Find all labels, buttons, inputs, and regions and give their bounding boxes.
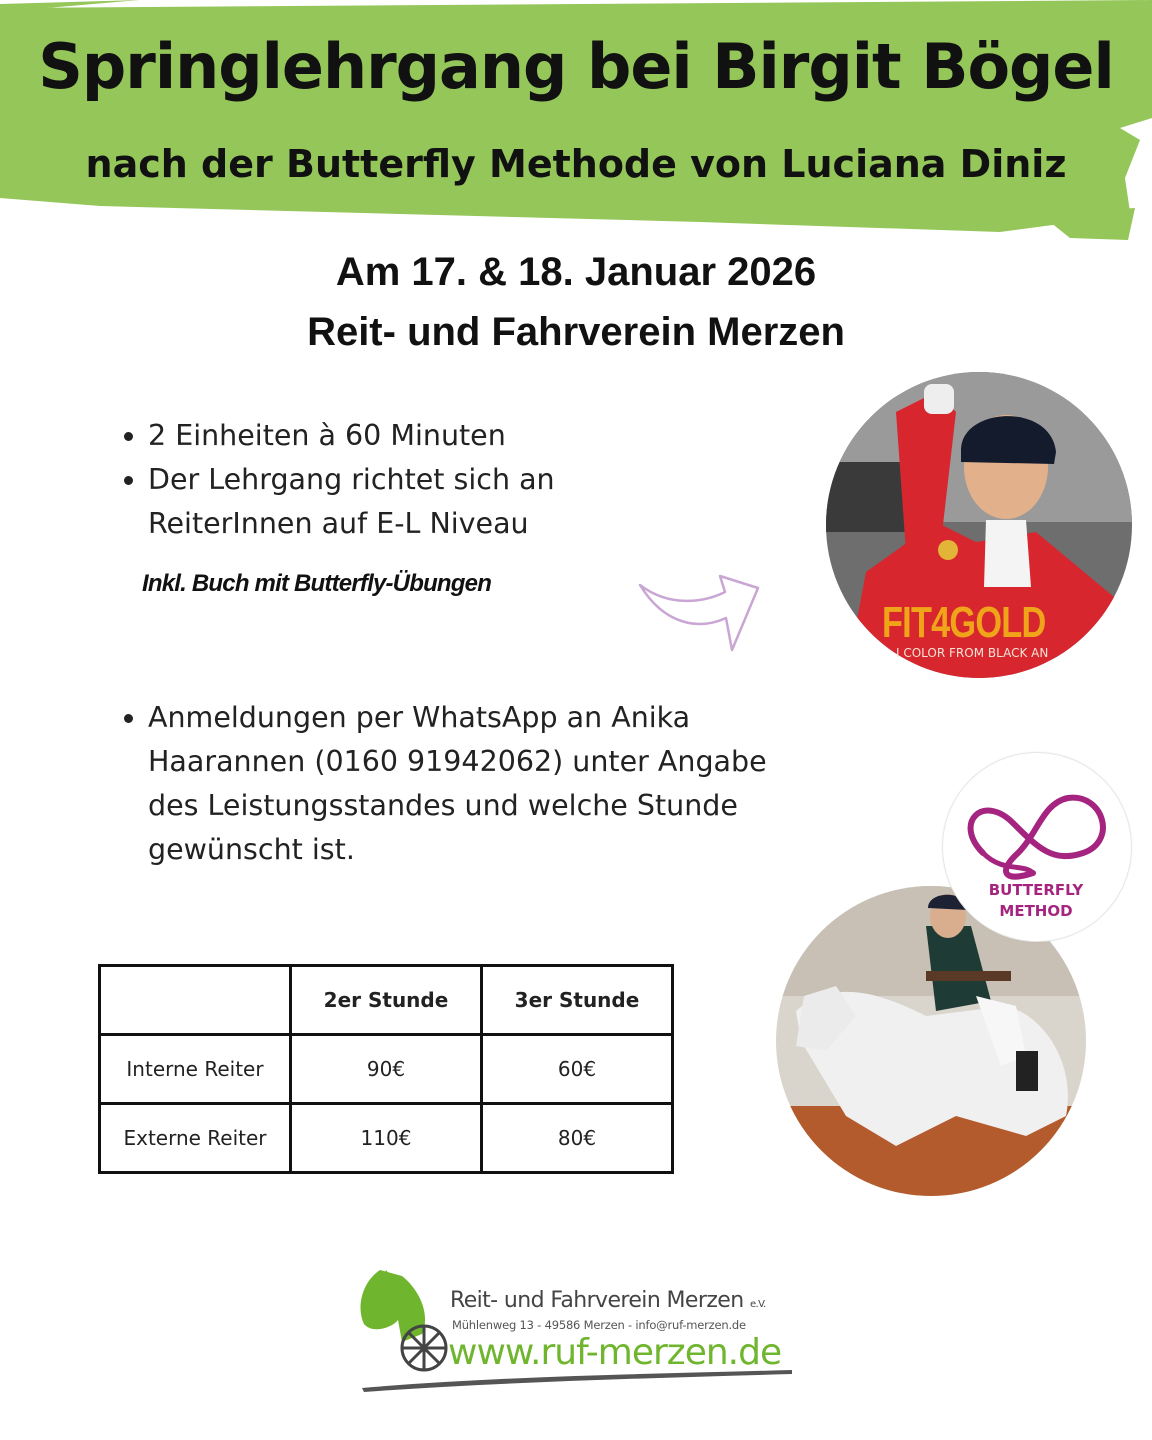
table-header-row xyxy=(100,966,673,1035)
wheel-icon xyxy=(402,1326,446,1370)
table-row xyxy=(100,1035,673,1104)
list-item: • Anmeldungen per WhatsApp an Anika Haarannen (0160 91942062) unter Angabe des Leistungsstandes und welche Stunde gewünscht ist. xyxy=(148,696,788,872)
table-cell: 80€ xyxy=(482,1104,673,1173)
club-address: Mühlenweg 13 - 49586 Merzen - info@ruf-merzen.de xyxy=(452,1318,746,1332)
photo-caption: I COLOR FROM BLACK AN xyxy=(896,646,1049,660)
list-item: • Der Lehrgang richtet sich an ReiterInnen auf E-L Niveau xyxy=(148,458,668,546)
event-date: Am 17. & 18. Januar 2026 xyxy=(335,250,817,294)
table-cell: Interne Reiter xyxy=(100,1035,291,1104)
table-cell: Externe Reiter xyxy=(100,1104,291,1173)
club-suffix: e.V. xyxy=(749,1299,766,1310)
butterfly-method-logo-text xyxy=(942,880,1130,922)
event-venue: Reit- und Fahrverein Merzen xyxy=(307,310,845,354)
club-name xyxy=(450,1288,766,1313)
page-title: Springlehrgang bei Birgit Bögel xyxy=(38,30,1114,103)
club-name-text: Reit- und Fahrverein Merzen xyxy=(450,1288,744,1313)
arrow-right-icon xyxy=(630,560,770,660)
table-header-cell xyxy=(100,966,291,1035)
butterfly-logo-line2: METHOD xyxy=(999,902,1073,920)
horse-head-icon xyxy=(361,1270,426,1342)
table-header-cell: 2er Stunde xyxy=(291,966,482,1035)
club-website: www.ruf-merzen.de xyxy=(448,1332,782,1373)
course-details-list xyxy=(110,414,668,546)
page-subtitle: nach der Butterfly Methode von Luciana Diniz xyxy=(85,142,1067,186)
table-header-cell: 3er Stunde xyxy=(482,966,673,1035)
butterfly-logo-line1: BUTTERFLY xyxy=(988,881,1084,899)
registration-list xyxy=(110,696,788,872)
table-cell: 60€ xyxy=(482,1035,673,1104)
price-table xyxy=(98,964,674,1174)
photo-brand-overlay: FIT4GOLD xyxy=(882,598,1046,647)
book-note: Inkl. Buch mit Butterfly-Übungen xyxy=(142,570,492,597)
list-item: • 2 Einheiten à 60 Minuten xyxy=(148,414,668,458)
table-cell: 90€ xyxy=(291,1035,482,1104)
table-row xyxy=(100,1104,673,1173)
table-cell: 110€ xyxy=(291,1104,482,1173)
